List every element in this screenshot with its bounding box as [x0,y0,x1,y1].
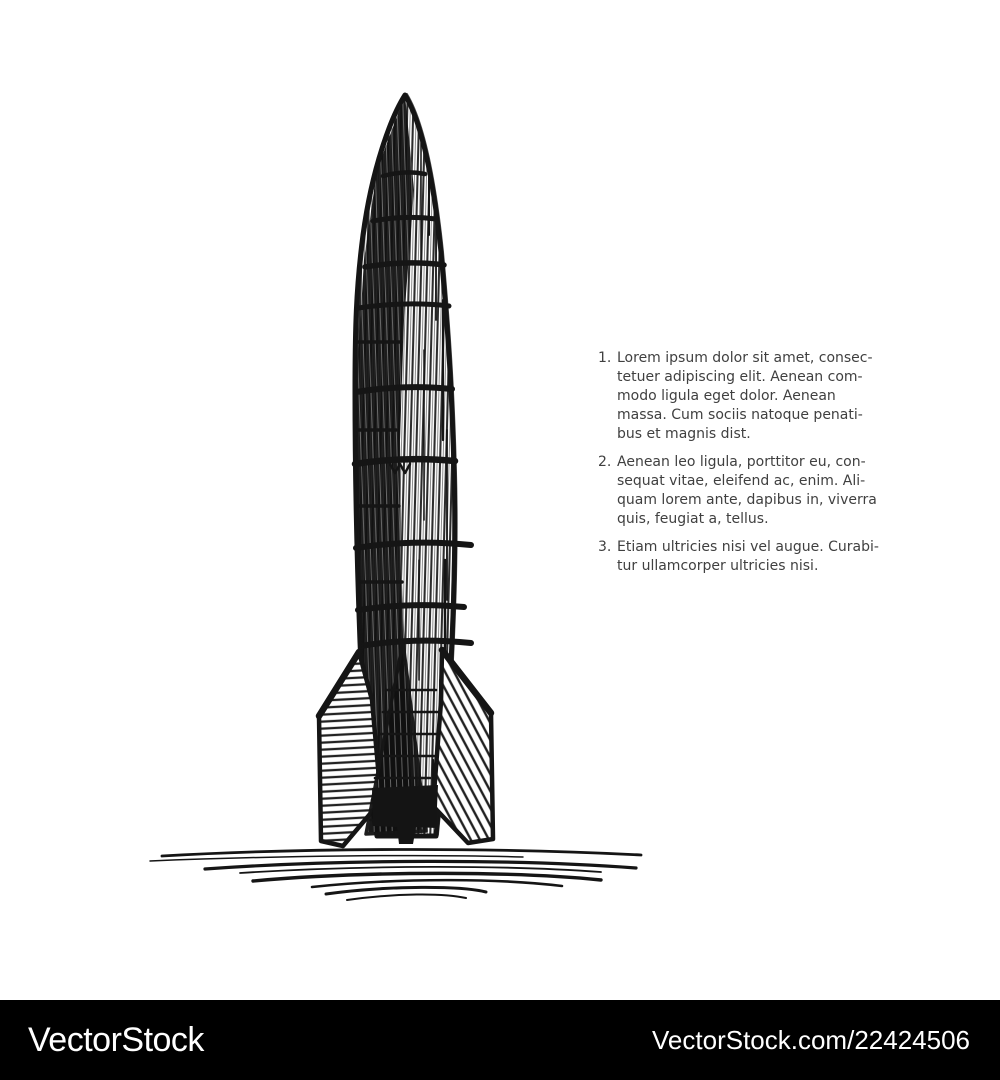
list-item-line: massa. Cum sociis natoque penati- [617,407,863,423]
list-item [598,349,879,444]
list-item-line: modo ligula eget dolor. Aenean [617,388,836,404]
list-item-text [617,453,877,529]
list-item-line: Etiam ultricies nisi vel augue. Curabi- [617,539,879,555]
list-item [598,538,879,576]
list-item-line: bus et magnis dist. [617,426,751,442]
list-item-number: 2. [598,454,612,470]
annotation-list [598,349,879,576]
vectorstock-logo: VectorStock [28,1020,204,1059]
list-item-line: Lorem ipsum dolor sit amet, consec- [617,350,873,366]
list-item-line: quam lorem ante, dapibus in, viverra [617,492,877,508]
list-item [598,453,879,529]
list-item-number: 3. [598,539,612,555]
list-item-line: sequat vitae, eleifend ac, enim. Ali- [617,473,866,489]
watermark-bar [0,1000,1000,1080]
list-item-line: Aenean leo ligula, porttitor eu, con- [617,454,866,470]
rocket-right-fin [433,650,493,843]
list-item-line: quis, feugiat a, tellus. [617,511,769,527]
list-item-number: 1. [598,350,612,366]
list-item-line: tur ullamcorper ultricies nisi. [617,558,819,574]
list-item-line: tetuer adipiscing elit. Aenean com- [617,369,863,385]
ground-scribble-lines [150,849,641,900]
image-url-text: VectorStock.com/22424506 [652,1024,970,1055]
list-item-text [617,538,879,576]
list-item-text [617,349,873,444]
